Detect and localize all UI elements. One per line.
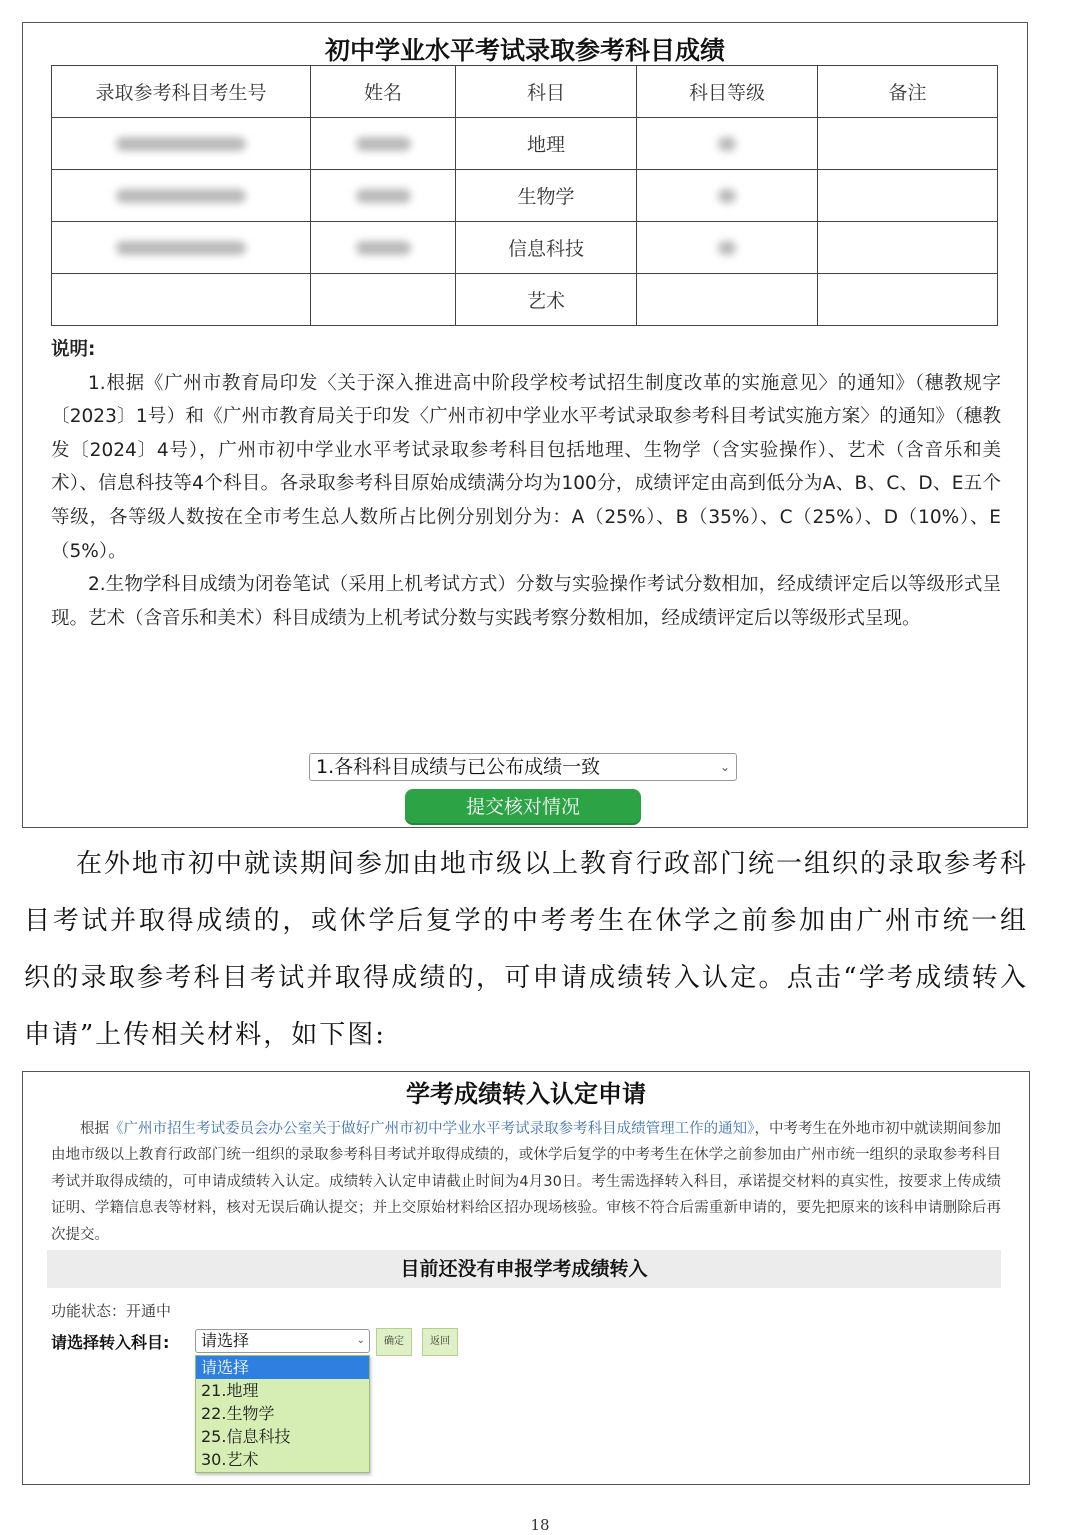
dropdown-option[interactable]: 25.信息科技 bbox=[201, 1427, 291, 1446]
dropdown-option[interactable]: 22.生物学 bbox=[201, 1404, 275, 1423]
note-paragraph-2: 2.生物学科目成绩为闭卷笔试（采用上机考试方式）分数与实验操作考试分数相加，经成绩评定后以等级形式呈现。艺术（含音乐和美术）科目成绩为上机考试分数与实践考察分数相加，经成绩评定后以等级形式呈现。 bbox=[51, 574, 1001, 629]
table-row bbox=[52, 274, 998, 326]
remark-cell bbox=[818, 274, 998, 326]
exam-number-cell bbox=[52, 118, 311, 170]
choose-subject-label: 请选择转入科目: bbox=[51, 1333, 170, 1352]
remark-cell bbox=[818, 170, 998, 222]
dropdown-option[interactable]: 请选择 bbox=[196, 1356, 369, 1379]
name-cell bbox=[311, 222, 456, 274]
notes-heading: 说明: bbox=[51, 339, 96, 360]
blurred-grade bbox=[718, 241, 736, 255]
blurred-grade bbox=[718, 137, 736, 151]
intro-prefix: 根据 bbox=[80, 1121, 110, 1137]
subject-dropdown-list bbox=[195, 1355, 370, 1473]
subject-cell: 信息科技 bbox=[456, 222, 637, 274]
subject-select[interactable] bbox=[195, 1329, 370, 1353]
transfer-title: 学考成绩转入认定申请 bbox=[406, 1080, 646, 1108]
remark-cell bbox=[818, 118, 998, 170]
grade-cell bbox=[637, 118, 818, 170]
body-paragraph-text: 在外地市初中就读期间参加由地市级以上教育行政部门统一组织的录取参考科目考试并取得成绩的，或休学后复学的中考考生在休学之前参加由广州市统一组织的录取参考科目考试并取得成绩的，可申请成绩转入认定。点击“学考成绩转入申请”上传相关材料，如下图: bbox=[24, 849, 1029, 1050]
subject-cell: 地理 bbox=[456, 118, 637, 170]
notice-link[interactable]: 《广州市招生考试委员会办公室关于做好广州市初中学业水平考试录取参考科目成绩管理工作的通知》 bbox=[109, 1121, 755, 1137]
remark-cell bbox=[818, 222, 998, 274]
score-table bbox=[51, 65, 998, 326]
col-header-remark: 备注 bbox=[818, 66, 998, 118]
table-row bbox=[52, 222, 998, 274]
exam-number-cell bbox=[52, 274, 311, 326]
dropdown-option[interactable]: 30.艺术 bbox=[201, 1450, 259, 1469]
score-screenshot bbox=[22, 22, 1028, 828]
note-paragraph-1: 1.根据《广州市教育局印发〈关于深入推进高中阶段学校考试招生制度改革的实施意见〉的通知》（穗教规字〔2023〕1号）和《广州市教育局关于印发〈广州市初中学业水平考试录取参考科目考试实施方案〉的通知》（穗教发〔2024〕4号），广州市初中学业水平考试录取参考科目包括地理、生物学（含实验操作）、艺术（含音乐和美术）、信息科技等4个科目。各录取参考科目原始成绩满分均为100分，成绩评定由高到低分为A、B、C、D、E五个等级，各等级人数按在全市考生总人数所占比例分别划分为：A（25%）、B（35%）、C（25%）、D（10%）、E（5%）。 bbox=[51, 372, 1001, 562]
blurred-exam-number bbox=[116, 137, 246, 151]
back-button[interactable]: 返回 bbox=[422, 1328, 458, 1356]
chevron-down-icon: ⌄ bbox=[356, 1335, 365, 1346]
col-header-name: 姓名 bbox=[311, 66, 456, 118]
grade-cell bbox=[637, 274, 818, 326]
grade-cell bbox=[637, 170, 818, 222]
intro-rest: ，中考考生在外地市初中就读期间参加由地市级以上教育行政部门统一组织的录取参考科目考试并取得成绩的，或休学后复学的中考考生在休学之前参加由广州市统一组织的录取参考科目考试并取得成绩的，可申请成绩转入认定。成绩转入认定申请截止时间为4月30日。考生需选择转入科目，承诺提交材料的真实性，按要求上传成绩证明、学籍信息表等材料，核对无误后确认提交；并上交原始材料给区招办现场核验。审核不符合后需重新申请的，要先把原来的该科申请删除后再次提交。 bbox=[51, 1121, 1002, 1243]
table-row bbox=[52, 170, 998, 222]
subject-select-value: 请选择 bbox=[201, 1331, 250, 1350]
col-header-grade: 科目等级 bbox=[637, 66, 818, 118]
dropdown-option[interactable]: 21.地理 bbox=[201, 1381, 259, 1400]
transfer-intro bbox=[51, 1116, 1001, 1248]
chevron-down-icon: ⌄ bbox=[719, 760, 730, 774]
table-row bbox=[52, 118, 998, 170]
body-paragraph bbox=[24, 836, 1028, 1064]
col-header-subject: 科目 bbox=[456, 66, 637, 118]
blurred-name bbox=[356, 189, 411, 203]
exam-number-cell bbox=[52, 170, 311, 222]
subject-cell: 艺术 bbox=[456, 274, 637, 326]
page-number: 18 bbox=[530, 1516, 550, 1534]
exam-number-cell bbox=[52, 222, 311, 274]
subject-cell: 生物学 bbox=[456, 170, 637, 222]
grade-cell bbox=[637, 222, 818, 274]
name-cell bbox=[311, 170, 456, 222]
name-cell bbox=[311, 274, 456, 326]
notes-section bbox=[51, 333, 1001, 635]
table-header-row bbox=[52, 66, 998, 118]
blurred-name bbox=[356, 241, 411, 255]
col-header-exam-number: 录取参考科目考生号 bbox=[52, 66, 311, 118]
verification-select[interactable] bbox=[309, 753, 737, 781]
verification-select-value: 1.各科科目成绩与已公布成绩一致 bbox=[316, 756, 601, 778]
blurred-exam-number bbox=[116, 241, 246, 255]
status-banner: 目前还没有申报学考成绩转入 bbox=[47, 1250, 1001, 1288]
blurred-grade bbox=[718, 189, 736, 203]
blurred-name bbox=[356, 137, 411, 151]
transfer-intro-paragraph bbox=[51, 1116, 1001, 1248]
score-title: 初中学业水平考试录取参考科目成绩 bbox=[324, 36, 725, 65]
confirm-button[interactable]: 确定 bbox=[376, 1328, 412, 1356]
name-cell bbox=[311, 118, 456, 170]
function-status: 功能状态：开通中 bbox=[51, 1302, 172, 1320]
blurred-exam-number bbox=[116, 189, 246, 203]
submit-verification-button[interactable]: 提交核对情况 bbox=[405, 789, 641, 825]
transfer-screenshot bbox=[22, 1071, 1030, 1485]
